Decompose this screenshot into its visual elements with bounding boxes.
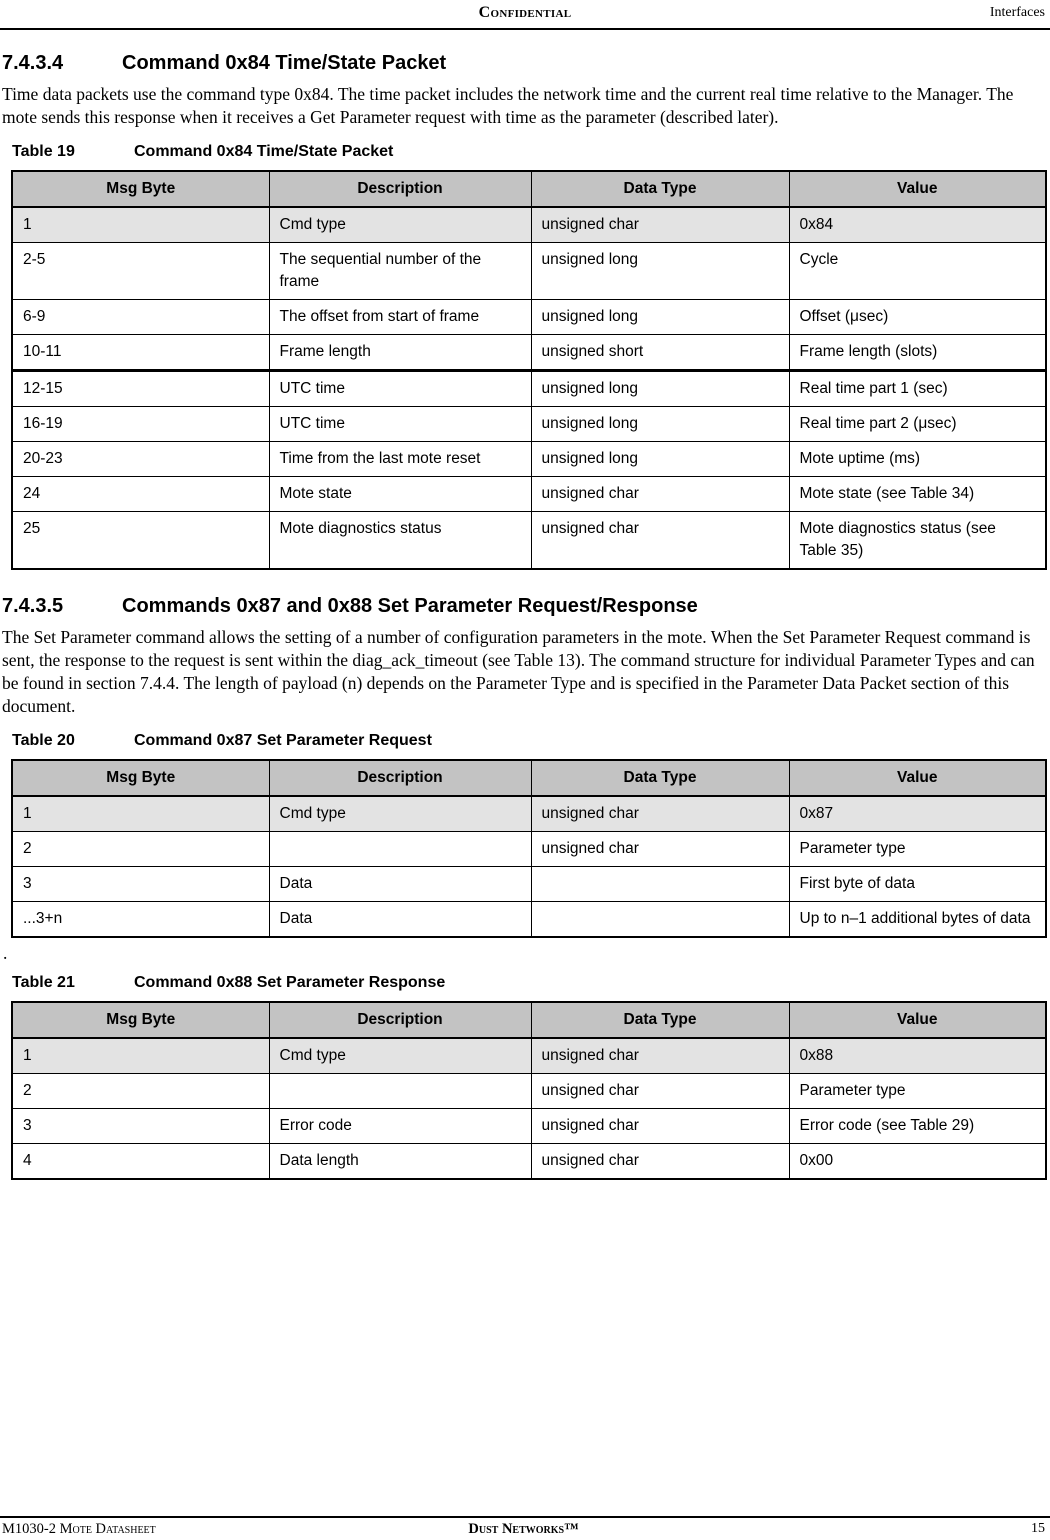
confidential-label: Confidential	[478, 4, 572, 21]
table-row	[12, 335, 1046, 371]
table-row	[12, 407, 1046, 442]
table-cell: Cmd type	[269, 207, 531, 243]
column-header: Msg Byte	[12, 171, 269, 207]
table-cell: 1	[12, 207, 269, 243]
table-row	[12, 796, 1046, 832]
table-caption-20	[2, 731, 1047, 750]
table-cell: Real time part 2 (μsec)	[789, 407, 1046, 442]
caption-title: Command 0x84 Time/State Packet	[134, 143, 394, 160]
table-cell	[269, 832, 531, 867]
table-cell: Real time part 1 (sec)	[789, 371, 1046, 407]
interfaces-label: Interfaces	[989, 5, 1045, 20]
column-header: Description	[269, 1002, 531, 1038]
table-cell: unsigned long	[531, 442, 789, 477]
footer-company-name: Dust Networks™	[468, 1521, 579, 1537]
table-row	[12, 477, 1046, 512]
table-cell: Error code (see Table 29)	[789, 1109, 1046, 1144]
table-cell: 1	[12, 796, 269, 832]
caption-label: Table 21	[12, 974, 75, 991]
table-cell: Frame length	[269, 335, 531, 371]
table-cell: 0x00	[789, 1144, 1046, 1180]
column-header: Data Type	[531, 760, 789, 796]
page-body	[0, 51, 1050, 1180]
table-cell: Parameter type	[789, 1074, 1046, 1109]
table-cell: 1	[12, 1038, 269, 1074]
table-cell: Cmd type	[269, 1038, 531, 1074]
caption-title: Command 0x87 Set Parameter Request	[134, 732, 432, 749]
table-row	[12, 867, 1046, 902]
table-cell: 2	[12, 1074, 269, 1109]
table-cell: unsigned char	[531, 1109, 789, 1144]
column-header: Value	[789, 760, 1046, 796]
table-cell: 6-9	[12, 300, 269, 335]
table-cell: Error code	[269, 1109, 531, 1144]
table-cell: Cmd type	[269, 796, 531, 832]
table-cell: 16-19	[12, 407, 269, 442]
table-caption-19	[2, 142, 1047, 161]
table-row	[12, 207, 1046, 243]
table-cell: unsigned long	[531, 371, 789, 407]
table-row	[12, 243, 1046, 300]
section-number: 7.4.3.5	[2, 595, 64, 617]
table-cell: unsigned char	[531, 1038, 789, 1074]
table-cell: Mote uptime (ms)	[789, 442, 1046, 477]
table-cell: unsigned char	[531, 796, 789, 832]
table-cell: unsigned long	[531, 300, 789, 335]
section-heading-7435	[2, 594, 1047, 618]
table-cell: unsigned char	[531, 832, 789, 867]
table-cell: 10-11	[12, 335, 269, 371]
table-cell: unsigned long	[531, 407, 789, 442]
table-row	[12, 512, 1046, 570]
section-number: 7.4.3.4	[2, 52, 64, 74]
table-cell: Up to n–1 additional bytes of data	[789, 902, 1046, 938]
table-20	[11, 759, 1047, 938]
table-cell: Offset (μsec)	[789, 300, 1046, 335]
caption-label: Table 19	[12, 143, 75, 160]
section-title: Commands 0x87 and 0x88 Set Parameter Request/Response	[122, 595, 698, 617]
table-row	[12, 1074, 1046, 1109]
table-cell: The offset from start of frame	[269, 300, 531, 335]
table-cell: Data	[269, 867, 531, 902]
table-row	[12, 902, 1046, 938]
caption-label: Table 20	[12, 732, 75, 749]
table-cell: unsigned char	[531, 512, 789, 570]
table-cell: 4	[12, 1144, 269, 1180]
table-19	[11, 170, 1047, 570]
table-cell: First byte of data	[789, 867, 1046, 902]
table-21	[11, 1001, 1047, 1180]
paragraph: Time data packets use the command type 0x84. The time packet includes the network time and the current real time relative to the Manager. The mote sends this response when it receives a Get Parameter request with time as the parameter (described later).	[2, 84, 1014, 127]
table-row	[12, 832, 1046, 867]
table-cell: unsigned char	[531, 477, 789, 512]
table-cell	[531, 902, 789, 938]
table-cell: unsigned short	[531, 335, 789, 371]
table-cell: The sequential number of the frame	[269, 243, 531, 300]
table-header-row	[12, 760, 1046, 796]
stray-period: .	[3, 943, 8, 963]
table-cell: Frame length (slots)	[789, 335, 1046, 371]
page-header	[0, 0, 1050, 30]
table-cell: ...3+n	[12, 902, 269, 938]
table-cell	[531, 867, 789, 902]
table-cell: 0x84	[789, 207, 1046, 243]
table-cell: 2	[12, 832, 269, 867]
table-cell: Parameter type	[789, 832, 1046, 867]
table-cell: 12-15	[12, 371, 269, 407]
table-cell: Time from the last mote reset	[269, 442, 531, 477]
table-cell: 0x88	[789, 1038, 1046, 1074]
column-header: Msg Byte	[12, 1002, 269, 1038]
table-cell: unsigned long	[531, 243, 789, 300]
table-cell: Mote diagnostics status	[269, 512, 531, 570]
table-cell: Data length	[269, 1144, 531, 1180]
table-row	[12, 1144, 1046, 1180]
section-heading-7434	[2, 51, 1047, 75]
table-row	[12, 1038, 1046, 1074]
section-title: Command 0x84 Time/State Packet	[122, 52, 447, 74]
paragraph: The Set Parameter command allows the setting of a number of configuration parameters in the mote. When the Set Parameter Request command is sent, the response to the request is sent within the diag_ack_timeout (see Table 13). The command structure for individual Parameter Types and can be found in section 7.4.4. The length of payload (n) depends on the Parameter Type and is specified in the Parameter Data Packet section of this document.	[2, 627, 1035, 716]
footer-page-number: 15	[1031, 1521, 1046, 1536]
column-header: Description	[269, 760, 531, 796]
table-cell: 24	[12, 477, 269, 512]
table-cell: 0x87	[789, 796, 1046, 832]
table-cell: Mote state (see Table 34)	[789, 477, 1046, 512]
table-cell: Data	[269, 902, 531, 938]
table-row	[12, 442, 1046, 477]
table-caption-21	[2, 973, 1047, 992]
table-cell: Mote state	[269, 477, 531, 512]
column-header: Data Type	[531, 171, 789, 207]
column-header: Description	[269, 171, 531, 207]
column-header: Data Type	[531, 1002, 789, 1038]
table-row	[12, 371, 1046, 407]
table-cell: 3	[12, 1109, 269, 1144]
table-cell: unsigned char	[531, 1074, 789, 1109]
footer-document-title: M1030-2 Mote Datasheet	[2, 1521, 156, 1537]
table-cell: 20-23	[12, 442, 269, 477]
table-row	[12, 300, 1046, 335]
table-row	[12, 1109, 1046, 1144]
table-cell: 3	[12, 867, 269, 902]
table-cell: 2-5	[12, 243, 269, 300]
column-header: Value	[789, 1002, 1046, 1038]
table-cell: UTC time	[269, 371, 531, 407]
page-footer	[0, 1516, 1050, 1538]
table-cell: UTC time	[269, 407, 531, 442]
caption-title: Command 0x88 Set Parameter Response	[134, 974, 446, 991]
column-header: Value	[789, 171, 1046, 207]
table-cell: Cycle	[789, 243, 1046, 300]
table-cell: unsigned char	[531, 1144, 789, 1180]
table-cell: 25	[12, 512, 269, 570]
table-cell: Mote diagnostics status (see Table 35)	[789, 512, 1046, 570]
table-cell	[269, 1074, 531, 1109]
table-cell: unsigned char	[531, 207, 789, 243]
table-header-row	[12, 1002, 1046, 1038]
column-header: Msg Byte	[12, 760, 269, 796]
table-header-row	[12, 171, 1046, 207]
